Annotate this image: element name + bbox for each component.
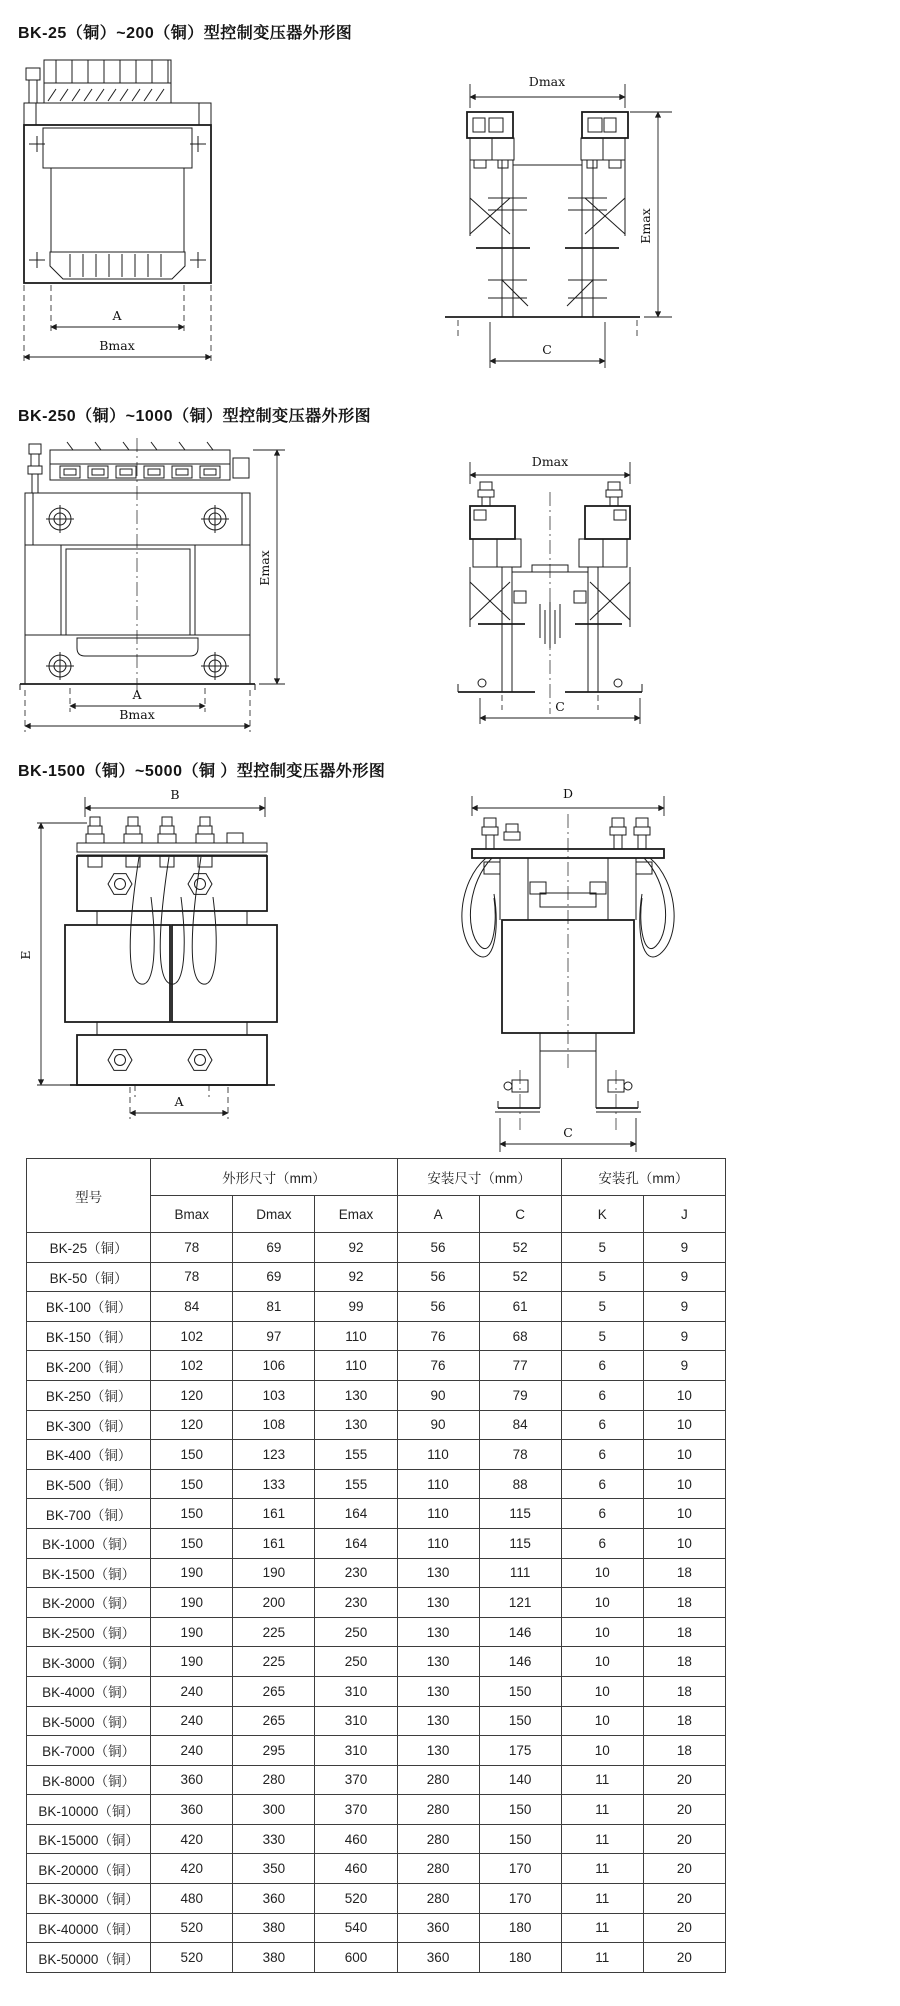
dim-label-a: A <box>112 308 122 323</box>
value-cell: 380 <box>233 1913 315 1943</box>
value-cell: 84 <box>151 1292 233 1322</box>
value-cell: 130 <box>397 1647 479 1677</box>
value-cell: 10 <box>643 1440 725 1470</box>
value-cell: 61 <box>479 1292 561 1322</box>
value-cell: 115 <box>479 1528 561 1558</box>
value-cell: 11 <box>561 1795 643 1825</box>
value-cell: 280 <box>397 1884 479 1914</box>
sub-header-cell: K <box>561 1196 643 1233</box>
value-cell: 420 <box>151 1824 233 1854</box>
value-cell: 150 <box>151 1499 233 1529</box>
model-cell: BK-7000（铜） <box>27 1736 151 1766</box>
value-cell: 6 <box>561 1528 643 1558</box>
value-cell: 360 <box>397 1913 479 1943</box>
value-cell: 230 <box>315 1588 397 1618</box>
value-cell: 5 <box>561 1321 643 1351</box>
value-cell: 110 <box>397 1469 479 1499</box>
value-cell: 310 <box>315 1706 397 1736</box>
value-cell: 10 <box>561 1558 643 1588</box>
table-row <box>27 1469 726 1499</box>
value-cell: 250 <box>315 1617 397 1647</box>
value-cell: 10 <box>561 1588 643 1618</box>
drawing-bk25-front-view <box>20 52 215 367</box>
value-cell: 11 <box>561 1913 643 1943</box>
dim-label-b: B <box>170 787 180 802</box>
value-cell: 250 <box>315 1647 397 1677</box>
value-cell: 10 <box>643 1469 725 1499</box>
value-cell: 18 <box>643 1558 725 1588</box>
value-cell: 130 <box>397 1588 479 1618</box>
value-cell: 18 <box>643 1617 725 1647</box>
value-cell: 180 <box>479 1943 561 1973</box>
model-cell: BK-100（铜） <box>27 1292 151 1322</box>
model-cell: BK-5000（铜） <box>27 1706 151 1736</box>
table-row <box>27 1233 726 1263</box>
value-cell: 280 <box>397 1795 479 1825</box>
value-cell: 18 <box>643 1676 725 1706</box>
dim-label-emax: Emax <box>638 208 653 244</box>
table-row <box>27 1854 726 1884</box>
value-cell: 81 <box>233 1292 315 1322</box>
value-cell: 11 <box>561 1824 643 1854</box>
value-cell: 10 <box>643 1410 725 1440</box>
value-cell: 123 <box>233 1440 315 1470</box>
value-cell: 10 <box>561 1617 643 1647</box>
value-cell: 90 <box>397 1380 479 1410</box>
value-cell: 200 <box>233 1588 315 1618</box>
value-cell: 5 <box>561 1292 643 1322</box>
value-cell: 92 <box>315 1233 397 1263</box>
value-cell: 140 <box>479 1765 561 1795</box>
value-cell: 9 <box>643 1351 725 1381</box>
value-cell: 170 <box>479 1854 561 1884</box>
value-cell: 164 <box>315 1499 397 1529</box>
group-header-row <box>27 1159 726 1196</box>
table-row <box>27 1943 726 1973</box>
dim-label-emax: Emax <box>257 550 272 586</box>
value-cell: 190 <box>151 1588 233 1618</box>
dim-label-c: C <box>563 1125 573 1140</box>
value-cell: 360 <box>233 1884 315 1914</box>
value-cell: 164 <box>315 1528 397 1558</box>
value-cell: 78 <box>151 1233 233 1263</box>
value-cell: 92 <box>315 1262 397 1292</box>
value-cell: 350 <box>233 1854 315 1884</box>
dim-label-a: A <box>174 1094 184 1109</box>
value-cell: 78 <box>151 1262 233 1292</box>
dim-label-bmax: Bmax <box>119 707 155 722</box>
value-cell: 280 <box>397 1824 479 1854</box>
table-row <box>27 1617 726 1647</box>
value-cell: 20 <box>643 1884 725 1914</box>
value-cell: 280 <box>397 1854 479 1884</box>
value-cell: 280 <box>397 1765 479 1795</box>
value-cell: 190 <box>151 1647 233 1677</box>
value-cell: 155 <box>315 1469 397 1499</box>
value-cell: 79 <box>479 1380 561 1410</box>
table-row <box>27 1440 726 1470</box>
value-cell: 102 <box>151 1321 233 1351</box>
value-cell: 110 <box>397 1499 479 1529</box>
table-row <box>27 1795 726 1825</box>
value-cell: 110 <box>397 1440 479 1470</box>
dim-label-dmax: Dmax <box>531 454 569 469</box>
value-cell: 130 <box>315 1410 397 1440</box>
value-cell: 150 <box>479 1795 561 1825</box>
value-cell: 20 <box>643 1943 725 1973</box>
value-cell: 130 <box>315 1380 397 1410</box>
value-cell: 120 <box>151 1380 233 1410</box>
section2-title: BK-250（铜）~1000（铜）型控制变压器外形图 <box>18 408 372 425</box>
table-row <box>27 1528 726 1558</box>
value-cell: 69 <box>233 1233 315 1263</box>
value-cell: 77 <box>479 1351 561 1381</box>
sub-header-cell: J <box>643 1196 725 1233</box>
value-cell: 420 <box>151 1854 233 1884</box>
value-cell: 10 <box>643 1528 725 1558</box>
col-group-mounting-holes: 安装孔（mm） <box>561 1159 725 1196</box>
table-row <box>27 1558 726 1588</box>
value-cell: 99 <box>315 1292 397 1322</box>
value-cell: 130 <box>397 1736 479 1766</box>
value-cell: 240 <box>151 1736 233 1766</box>
value-cell: 150 <box>479 1676 561 1706</box>
value-cell: 180 <box>479 1913 561 1943</box>
value-cell: 520 <box>151 1913 233 1943</box>
mounting-hole-icon <box>46 505 229 533</box>
table-row <box>27 1499 726 1529</box>
model-cell: BK-3000（铜） <box>27 1647 151 1677</box>
value-cell: 10 <box>561 1736 643 1766</box>
section3-title: BK-1500（铜）~5000（铜 ）型控制变压器外形图 <box>18 763 386 780</box>
value-cell: 360 <box>151 1765 233 1795</box>
table-row <box>27 1647 726 1677</box>
value-cell: 97 <box>233 1321 315 1351</box>
table-row <box>27 1292 726 1322</box>
value-cell: 190 <box>233 1558 315 1588</box>
table-row <box>27 1706 726 1736</box>
value-cell: 111 <box>479 1558 561 1588</box>
value-cell: 146 <box>479 1647 561 1677</box>
value-cell: 84 <box>479 1410 561 1440</box>
value-cell: 18 <box>643 1647 725 1677</box>
value-cell: 18 <box>643 1588 725 1618</box>
value-cell: 20 <box>643 1913 725 1943</box>
value-cell: 265 <box>233 1706 315 1736</box>
dim-label-a: A <box>132 687 142 702</box>
sub-header-cell: Dmax <box>233 1196 315 1233</box>
model-cell: BK-30000（铜） <box>27 1884 151 1914</box>
value-cell: 225 <box>233 1617 315 1647</box>
table-row <box>27 1410 726 1440</box>
value-cell: 150 <box>479 1706 561 1736</box>
value-cell: 20 <box>643 1795 725 1825</box>
model-cell: BK-250（铜） <box>27 1380 151 1410</box>
value-cell: 370 <box>315 1795 397 1825</box>
value-cell: 310 <box>315 1676 397 1706</box>
value-cell: 6 <box>561 1380 643 1410</box>
model-cell: BK-700（铜） <box>27 1499 151 1529</box>
drawing-bk250-side-view <box>440 452 680 752</box>
value-cell: 68 <box>479 1321 561 1351</box>
value-cell: 6 <box>561 1440 643 1470</box>
spec-table-body <box>27 1233 726 1973</box>
value-cell: 10 <box>561 1706 643 1736</box>
value-cell: 11 <box>561 1854 643 1884</box>
value-cell: 18 <box>643 1706 725 1736</box>
value-cell: 110 <box>315 1351 397 1381</box>
col-group-mounting-dims: 安装尺寸（mm） <box>397 1159 561 1196</box>
value-cell: 360 <box>151 1795 233 1825</box>
model-cell: BK-20000（铜） <box>27 1854 151 1884</box>
model-cell: BK-15000（铜） <box>27 1824 151 1854</box>
value-cell: 9 <box>643 1262 725 1292</box>
value-cell: 6 <box>561 1351 643 1381</box>
dim-label-c: C <box>555 699 565 714</box>
model-cell: BK-2500（铜） <box>27 1617 151 1647</box>
value-cell: 10 <box>561 1647 643 1677</box>
table-row <box>27 1676 726 1706</box>
value-cell: 380 <box>233 1943 315 1973</box>
value-cell: 5 <box>561 1262 643 1292</box>
value-cell: 6 <box>561 1469 643 1499</box>
value-cell: 265 <box>233 1676 315 1706</box>
value-cell: 56 <box>397 1292 479 1322</box>
value-cell: 150 <box>151 1469 233 1499</box>
sub-header-cell: Emax <box>315 1196 397 1233</box>
value-cell: 280 <box>233 1765 315 1795</box>
value-cell: 300 <box>233 1795 315 1825</box>
value-cell: 10 <box>643 1380 725 1410</box>
sub-header-cell: Bmax <box>151 1196 233 1233</box>
value-cell: 90 <box>397 1410 479 1440</box>
value-cell: 76 <box>397 1321 479 1351</box>
model-cell: BK-8000（铜） <box>27 1765 151 1795</box>
value-cell: 161 <box>233 1499 315 1529</box>
value-cell: 5 <box>561 1233 643 1263</box>
value-cell: 225 <box>233 1647 315 1677</box>
model-cell: BK-500（铜） <box>27 1469 151 1499</box>
sub-header-cell: C <box>479 1196 561 1233</box>
value-cell: 102 <box>151 1351 233 1381</box>
value-cell: 56 <box>397 1233 479 1263</box>
value-cell: 11 <box>561 1765 643 1795</box>
value-cell: 108 <box>233 1410 315 1440</box>
value-cell: 106 <box>233 1351 315 1381</box>
value-cell: 52 <box>479 1233 561 1263</box>
spec-table <box>26 1158 726 1973</box>
value-cell: 10 <box>561 1676 643 1706</box>
value-cell: 240 <box>151 1676 233 1706</box>
value-cell: 130 <box>397 1706 479 1736</box>
value-cell: 52 <box>479 1262 561 1292</box>
value-cell: 130 <box>397 1558 479 1588</box>
value-cell: 295 <box>233 1736 315 1766</box>
value-cell: 360 <box>397 1943 479 1973</box>
model-cell: BK-10000（铜） <box>27 1795 151 1825</box>
model-cell: BK-50000（铜） <box>27 1943 151 1973</box>
value-cell: 146 <box>479 1617 561 1647</box>
value-cell: 88 <box>479 1469 561 1499</box>
model-cell: BK-50（铜） <box>27 1262 151 1292</box>
table-row <box>27 1736 726 1766</box>
value-cell: 18 <box>643 1736 725 1766</box>
value-cell: 190 <box>151 1617 233 1647</box>
value-cell: 310 <box>315 1736 397 1766</box>
value-cell: 6 <box>561 1499 643 1529</box>
value-cell: 78 <box>479 1440 561 1470</box>
col-header-model: 型号 <box>27 1159 151 1233</box>
model-cell: BK-2000（铜） <box>27 1588 151 1618</box>
value-cell: 150 <box>479 1824 561 1854</box>
value-cell: 103 <box>233 1380 315 1410</box>
table-row <box>27 1262 726 1292</box>
model-cell: BK-150（铜） <box>27 1321 151 1351</box>
model-cell: BK-400（铜） <box>27 1440 151 1470</box>
value-cell: 600 <box>315 1943 397 1973</box>
table-row <box>27 1765 726 1795</box>
model-cell: BK-25（铜） <box>27 1233 151 1263</box>
value-cell: 121 <box>479 1588 561 1618</box>
value-cell: 133 <box>233 1469 315 1499</box>
value-cell: 76 <box>397 1351 479 1381</box>
value-cell: 20 <box>643 1854 725 1884</box>
table-row <box>27 1321 726 1351</box>
dim-label-c: C <box>542 342 552 357</box>
value-cell: 130 <box>397 1617 479 1647</box>
value-cell: 120 <box>151 1410 233 1440</box>
value-cell: 540 <box>315 1913 397 1943</box>
value-cell: 69 <box>233 1262 315 1292</box>
value-cell: 161 <box>233 1528 315 1558</box>
dim-label-dmax: Dmax <box>528 74 566 89</box>
value-cell: 56 <box>397 1262 479 1292</box>
col-group-outline-dims: 外形尺寸（mm） <box>151 1159 397 1196</box>
value-cell: 150 <box>151 1528 233 1558</box>
drawing-bk1500-front-view <box>15 785 315 1135</box>
value-cell: 175 <box>479 1736 561 1766</box>
model-cell: BK-40000（铜） <box>27 1913 151 1943</box>
model-cell: BK-4000（铜） <box>27 1676 151 1706</box>
value-cell: 460 <box>315 1824 397 1854</box>
dim-label-d: D <box>562 786 574 801</box>
value-cell: 110 <box>315 1321 397 1351</box>
spec-table-container <box>26 1158 726 1973</box>
value-cell: 11 <box>561 1943 643 1973</box>
value-cell: 150 <box>151 1440 233 1470</box>
value-cell: 520 <box>315 1884 397 1914</box>
model-cell: BK-200（铜） <box>27 1351 151 1381</box>
value-cell: 520 <box>151 1943 233 1973</box>
value-cell: 9 <box>643 1321 725 1351</box>
value-cell: 115 <box>479 1499 561 1529</box>
value-cell: 330 <box>233 1824 315 1854</box>
table-row <box>27 1824 726 1854</box>
value-cell: 155 <box>315 1440 397 1470</box>
value-cell: 230 <box>315 1558 397 1588</box>
value-cell: 9 <box>643 1233 725 1263</box>
value-cell: 20 <box>643 1824 725 1854</box>
value-cell: 110 <box>397 1528 479 1558</box>
drawing-bk25-side-view <box>350 48 680 378</box>
value-cell: 11 <box>561 1884 643 1914</box>
value-cell: 480 <box>151 1884 233 1914</box>
table-row <box>27 1351 726 1381</box>
value-cell: 6 <box>561 1410 643 1440</box>
value-cell: 240 <box>151 1706 233 1736</box>
table-row <box>27 1380 726 1410</box>
model-cell: BK-300（铜） <box>27 1410 151 1440</box>
table-row <box>27 1588 726 1618</box>
dim-label-bmax: Bmax <box>99 338 135 353</box>
table-row <box>27 1913 726 1943</box>
drawing-bk1500-side-view <box>440 778 700 1158</box>
value-cell: 10 <box>643 1499 725 1529</box>
value-cell: 460 <box>315 1854 397 1884</box>
value-cell: 130 <box>397 1676 479 1706</box>
value-cell: 370 <box>315 1765 397 1795</box>
value-cell: 20 <box>643 1765 725 1795</box>
value-cell: 170 <box>479 1884 561 1914</box>
value-cell: 190 <box>151 1558 233 1588</box>
sub-header-cell: A <box>397 1196 479 1233</box>
table-row <box>27 1884 726 1914</box>
value-cell: 9 <box>643 1292 725 1322</box>
dim-label-e: E <box>18 950 33 960</box>
drawing-bk250-front-view <box>15 438 295 746</box>
model-cell: BK-1000（铜） <box>27 1528 151 1558</box>
model-cell: BK-1500（铜） <box>27 1558 151 1588</box>
section1-title: BK-25（铜）~200（铜）型控制变压器外形图 <box>18 25 353 42</box>
